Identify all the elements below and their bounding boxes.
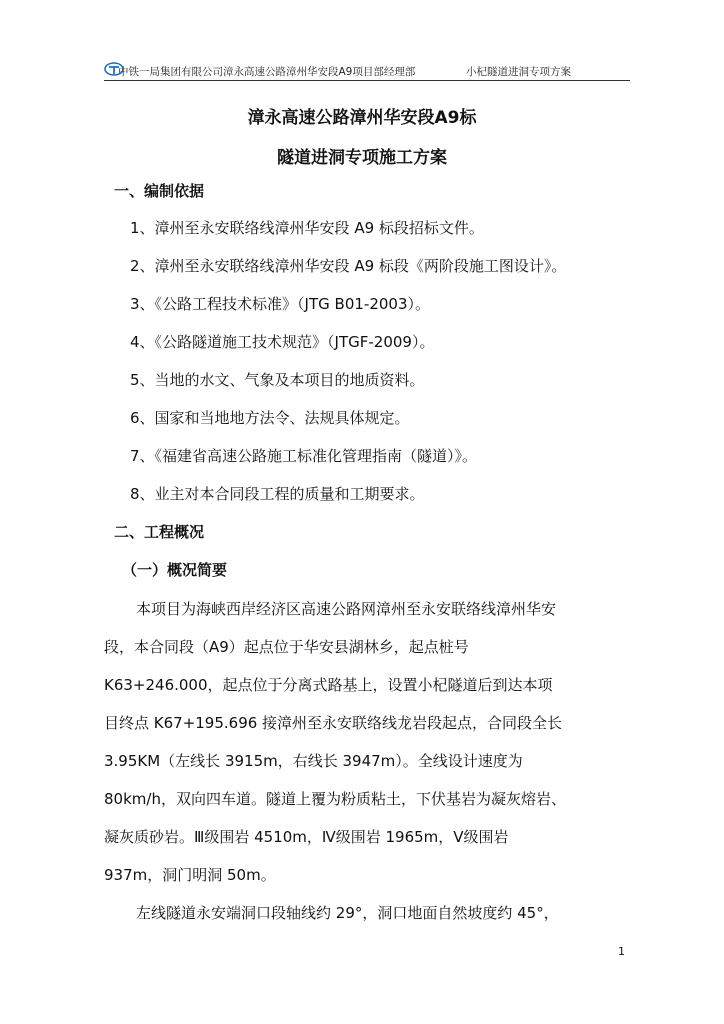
section1-item: 8、业主对本合同段工程的质量和工期要求。 <box>130 485 425 503</box>
section1-heading: 一、编制依据 <box>114 182 205 200</box>
document-title-line1: 漳永高速公路漳州华安段A9标 <box>247 108 477 128</box>
section2-heading: 二、工程概况 <box>114 523 205 541</box>
paragraph-line: 3.95KM（左线长 3915m，右线长 3947m）。全线设计速度为 <box>104 752 523 770</box>
paragraph-line: 目终点 K67+195.696 接漳州至永安联络线龙岩段起点，合同段全长 <box>104 714 563 732</box>
section1-item: 7、《福建省高速公路施工标准化管理指南（隧道）》。 <box>130 447 478 465</box>
section1-item: 4、《公路隧道施工技术规范》（JTGF-2009）。 <box>130 333 435 351</box>
paragraph-line: 段，本合同段（A9）起点位于华安县湖林乡，起点桩号 <box>104 638 469 656</box>
document-title-line2: 隧道进洞专项施工方案 <box>277 148 447 168</box>
section1-item: 5、当地的水文、气象及本项目的地质资料。 <box>130 371 425 389</box>
header-document-text: 小杞隧道进洞专项方案 <box>466 66 571 78</box>
section1-item: 2、漳州至永安联络线漳州华安段 A9 标段《两阶段施工图设计》。 <box>130 257 567 275</box>
paragraph-line: 937m，洞门明洞 50m。 <box>104 866 276 884</box>
paragraph-line: 80km/h，双向四车道。隧道上覆为粉质粘土，下伏基岩为凝灰熔岩、 <box>104 790 566 808</box>
page-number: 1 <box>618 945 625 958</box>
paragraph-line: 凝灰质砂岩。Ⅲ级围岩 4510m，Ⅳ级围岩 1965m，Ⅴ级围岩 <box>104 828 509 846</box>
paragraph-line: 左线隧道永安端洞口段轴线约 29°，洞口地面自然坡度约 45°， <box>136 904 559 922</box>
paragraph-line: K63+246.000，起点位于分离式路基上，设置小杞隧道后到达本项 <box>104 676 553 694</box>
header-company-text: 中铁一局集团有限公司漳永高速公路漳州华安段A9项目部经理部 <box>118 66 416 78</box>
section1-item: 1、漳州至永安联络线漳州华安段 A9 标段招标文件。 <box>130 219 484 237</box>
paragraph-line: 本项目为海峡西岸经济区高速公路网漳州至永安联络线漳州华安 <box>136 600 557 618</box>
section2-sub-heading: （一）概况简要 <box>122 561 228 579</box>
section1-item: 3、《公路工程技术标准》（JTG B01-2003）。 <box>130 295 430 313</box>
section1-item: 6、国家和当地地方法令、法规具体规定。 <box>130 409 410 427</box>
page-header <box>104 62 630 81</box>
